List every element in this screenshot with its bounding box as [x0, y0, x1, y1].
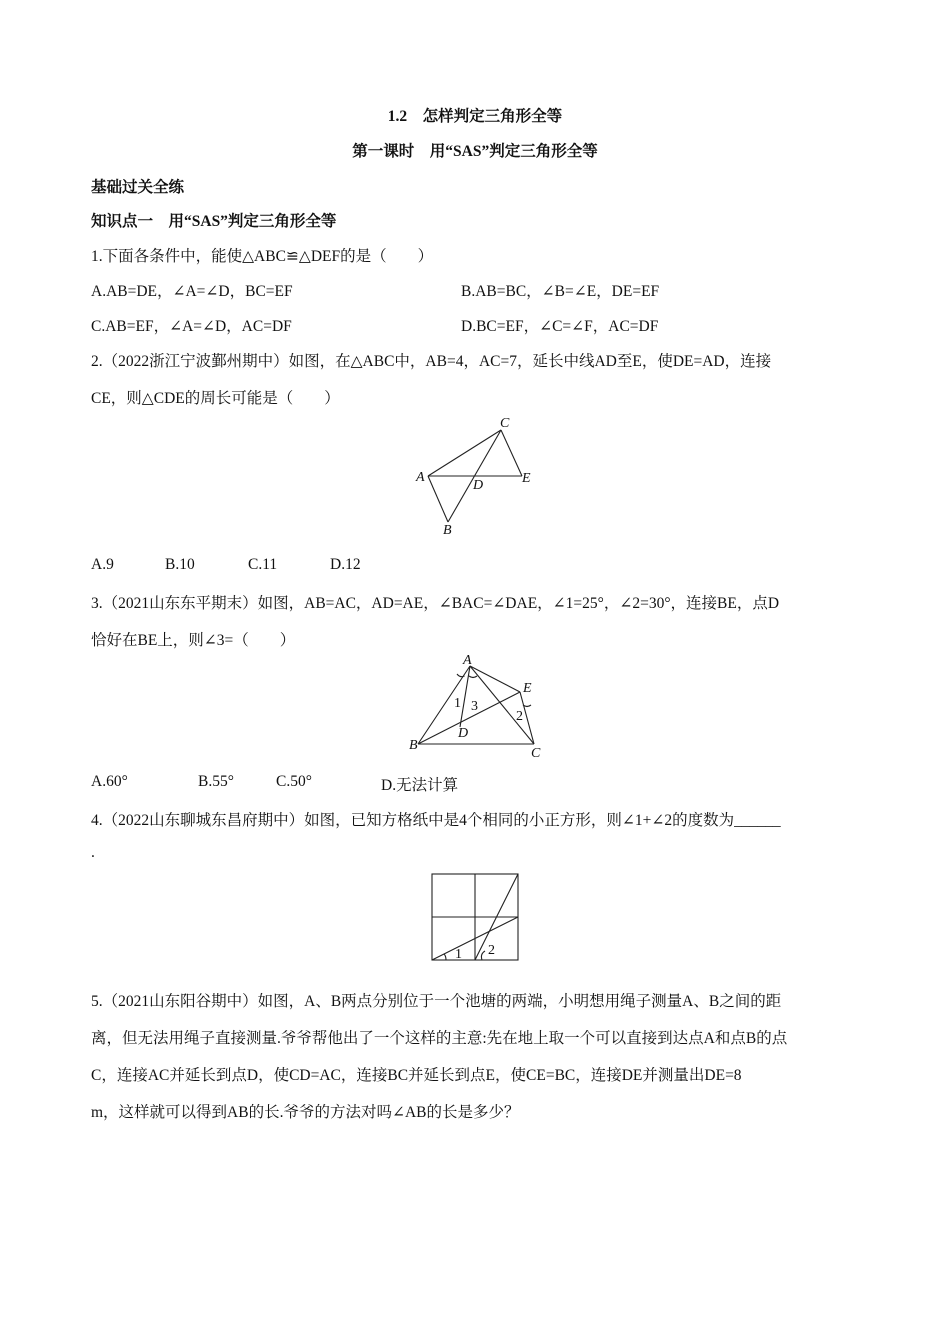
q4-angle-1-arc: [444, 954, 446, 960]
page-title: 1.2 怎样判定三角形全等: [387, 108, 563, 125]
q2-label-c: C: [500, 416, 510, 431]
q4-stem-line2: .: [91, 844, 95, 861]
q1-option-b: B.AB=BC，∠B=∠E，DE=EF: [461, 283, 660, 300]
q2-triangle-figure: [405, 408, 550, 540]
q3-stem-line2: 恰好在BE上，则∠3=（ ）: [91, 632, 296, 649]
q5-stem-line3: C，连接AC并延长到点D，使CD=AC，连接BC并延长到点E，使CE=BC，连接DE并测量出DE=8: [91, 1067, 742, 1084]
q2-line-ac: [428, 430, 501, 476]
q3-option-c: C.50°: [276, 773, 312, 790]
q3-label-a: A: [463, 653, 472, 668]
q4-grid-figure: [430, 872, 520, 964]
q2-stem-line2: CE，则△CDE的周长可能是（ ）: [91, 390, 340, 407]
q3-label-2: 2: [516, 709, 523, 724]
q2-option-b: B.10: [165, 556, 195, 573]
q3-angle-3-arc: [469, 676, 477, 678]
q3-option-b: B.55°: [198, 773, 234, 790]
page-subtitle: 第一课时 用“SAS”判定三角形全等: [352, 143, 598, 160]
q3-line-be: [418, 692, 520, 744]
q2-label-a: A: [416, 470, 425, 485]
q3-label-e: E: [523, 681, 532, 696]
q5-stem-line4: m，这样就可以得到AB的长.爷爷的方法对吗∠AB的长是多少？: [91, 1104, 520, 1121]
q3-stem-line1: 3.（2021山东东平期末）如图，AB=AC，AD=AE，∠BAC=∠DAE，∠1=25°，∠2=30°，连接BE，点D: [91, 595, 780, 612]
q4-stem-line1: 4.（2022山东聊城东昌府期中）如图，已知方格纸中是4个相同的小正方形，则∠1+∠2的度数为______: [91, 812, 781, 829]
section-heading: 基础过关全练: [91, 179, 185, 196]
q3-label-3: 3: [471, 699, 478, 714]
q2-option-a: A.9: [91, 556, 114, 573]
q2-option-c: C.11: [248, 556, 278, 573]
q4-label-1: 1: [455, 947, 462, 962]
q2-label-e: E: [522, 471, 531, 486]
q1-option-a: A.AB=DE，∠A=∠D，BC=EF: [91, 283, 293, 300]
q2-line-ab: [428, 476, 448, 522]
q1-option-c: C.AB=EF，∠A=∠D，AC=DF: [91, 318, 292, 335]
q3-option-a: A.60°: [91, 773, 128, 790]
q3-label-1: 1: [454, 696, 461, 711]
q2-label-d: D: [473, 478, 484, 493]
q2-option-d: D.12: [330, 556, 361, 573]
q5-stem-line2: 离，但无法用绳子直接测量.爷爷帮他出了一个这样的主意:先在地上取一个可以直接到达点A和点B的点: [91, 1030, 788, 1047]
q2-line-ce: [501, 430, 522, 476]
q3-angle-2-arc: [523, 705, 531, 707]
q1-option-d: D.BC=EF，∠C=∠F，AC=DF: [461, 318, 659, 335]
q3-line-ae: [470, 666, 520, 692]
q3-label-b: B: [409, 738, 418, 753]
q3-label-d: D: [458, 726, 469, 741]
q4-label-2: 2: [488, 943, 495, 958]
knowledge-point-heading: 知识点一 用“SAS”判定三角形全等: [91, 213, 337, 230]
q3-line-ac: [470, 666, 534, 744]
q5-stem-line1: 5.（2021山东阳谷期中）如图，A、B两点分别位于一个池塘的两端，小明想用绳子测量A、B之间的距: [91, 993, 782, 1010]
q4-angle-2-arc: [481, 951, 485, 960]
q3-triangle-figure: [398, 650, 558, 762]
q1-stem: 1.下面各条件中，能使△ABC≌△DEF的是（ ）: [91, 248, 434, 265]
q2-label-b: B: [443, 523, 452, 538]
q3-label-c: C: [531, 746, 541, 761]
q2-stem-line1: 2.（2022浙江宁波鄞州期中）如图，在△ABC中，AB=4，AC=7，延长中线AD至E，使DE=AD，连接: [91, 353, 772, 370]
q3-option-d: D.无法计算: [381, 777, 459, 794]
